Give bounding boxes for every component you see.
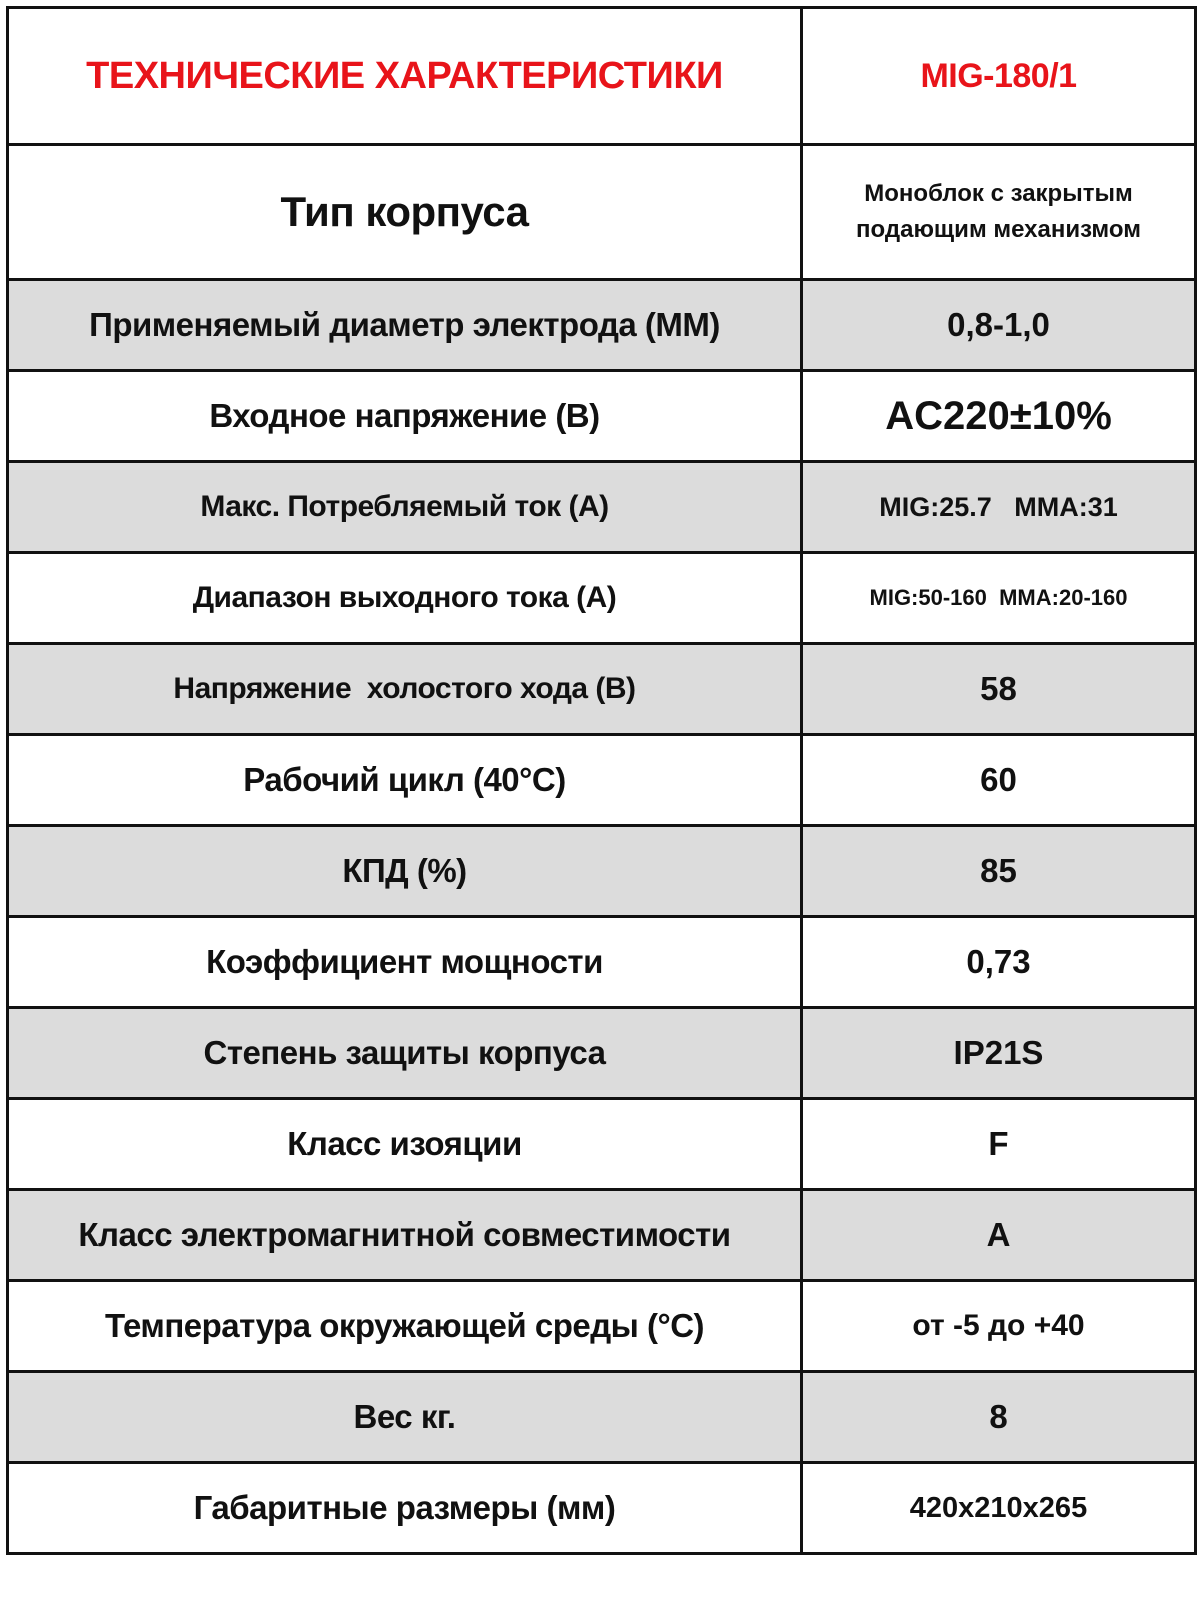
param-label: Вес кг. (8, 1372, 802, 1463)
param-label: Тип корпуса (8, 145, 802, 280)
param-label: Температура окружающей среды (°С) (8, 1281, 802, 1372)
value-line: подающим механизмом (856, 216, 1141, 243)
table-row (8, 1281, 1196, 1372)
param-value: от -5 до +40 (802, 1281, 1196, 1372)
table-row (8, 1190, 1196, 1281)
table-row (8, 371, 1196, 462)
param-label: Входное напряжение (В) (8, 371, 802, 462)
param-label: Диапазон выходного тока (А) (8, 553, 802, 644)
table-row (8, 1099, 1196, 1190)
table-title: ТЕХНИЧЕСКИЕ ХАРАКТЕРИСТИКИ (8, 8, 802, 145)
param-label: Класс изояции (8, 1099, 802, 1190)
param-value: IP21S (802, 1008, 1196, 1099)
param-label: КПД (%) (8, 826, 802, 917)
param-value: MIG:25.7 MMA:31 (802, 462, 1196, 553)
param-label: Напряжение холостого хода (В) (8, 644, 802, 735)
param-label: Коэффициент мощности (8, 917, 802, 1008)
param-value (802, 145, 1196, 280)
param-value: MIG:50-160 MMA:20-160 (802, 553, 1196, 644)
param-value: 0,73 (802, 917, 1196, 1008)
table-row (8, 1463, 1196, 1554)
param-value: F (802, 1099, 1196, 1190)
param-label: Применяемый диаметр электрода (ММ) (8, 280, 802, 371)
param-label: Макс. Потребляемый ток (А) (8, 462, 802, 553)
model-name: MIG-180/1 (802, 8, 1196, 145)
table-row (8, 462, 1196, 553)
value-line: Моноблок с закрытым (864, 180, 1133, 207)
table-row (8, 145, 1196, 280)
table-row (8, 553, 1196, 644)
header-row (8, 8, 1196, 145)
param-value: 58 (802, 644, 1196, 735)
table-row (8, 826, 1196, 917)
table-row (8, 917, 1196, 1008)
param-label: Класс электромагнитной совместимости (8, 1190, 802, 1281)
spec-table (6, 6, 1197, 1555)
param-label: Рабочий цикл (40°С) (8, 735, 802, 826)
param-value: AC220±10% (802, 371, 1196, 462)
table-row (8, 280, 1196, 371)
param-label: Степень защиты корпуса (8, 1008, 802, 1099)
param-value: 8 (802, 1372, 1196, 1463)
param-value: 60 (802, 735, 1196, 826)
param-label: Габаритные размеры (мм) (8, 1463, 802, 1554)
param-value: А (802, 1190, 1196, 1281)
table-row (8, 1008, 1196, 1099)
param-value: 85 (802, 826, 1196, 917)
param-value: 0,8-1,0 (802, 280, 1196, 371)
table-row (8, 1372, 1196, 1463)
param-value: 420x210x265 (802, 1463, 1196, 1554)
table-row (8, 644, 1196, 735)
table-row (8, 735, 1196, 826)
